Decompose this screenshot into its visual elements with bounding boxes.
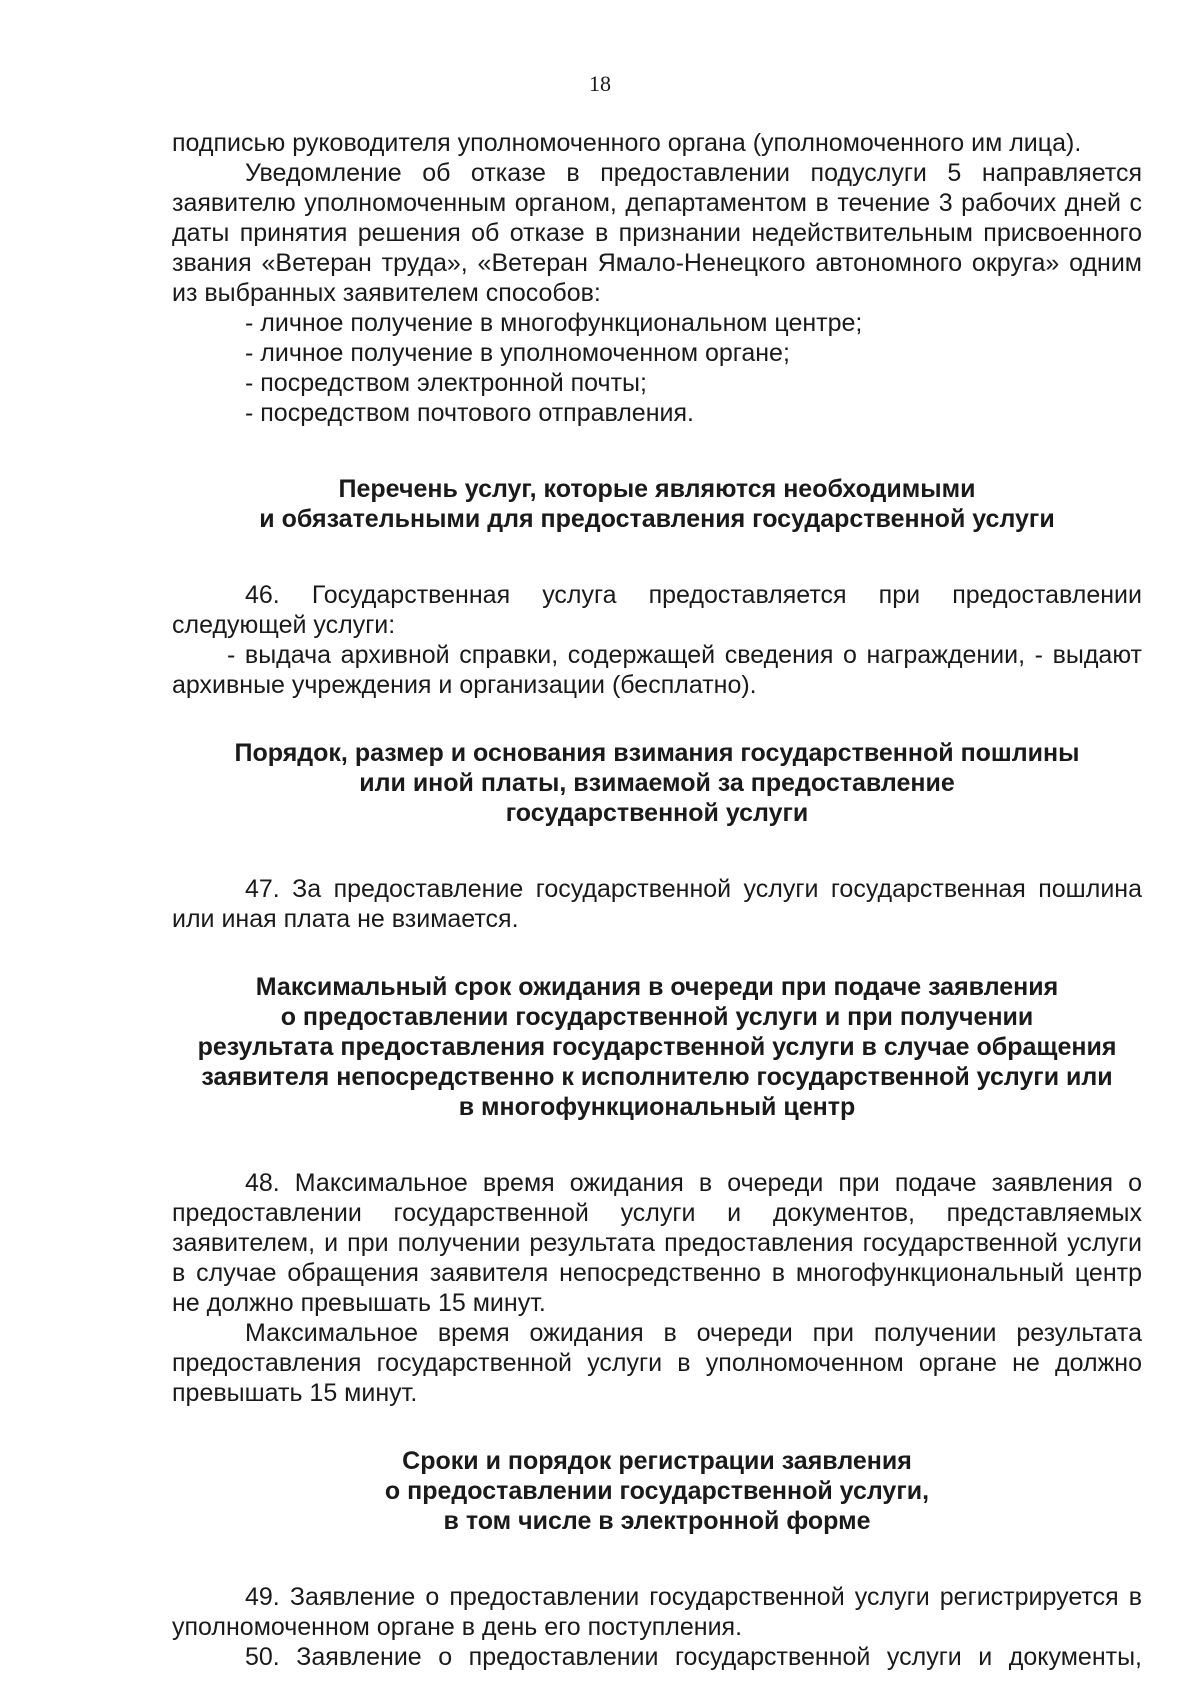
paragraph-49: 49. Заявление о предоставлении государственной услуги регистрируется в уполномоченном органе в день его поступления. <box>172 1583 1142 1641</box>
list-item: - личное получение в многофункциональном центре; <box>245 309 863 337</box>
heading-line: государственной услуги <box>505 799 809 827</box>
paragraph-46-item: - выдача архивной справки, содержащей сведения о награждении, - выдают архивные учреждения и организации (бесплатно). <box>172 641 1142 699</box>
section-heading-state-fee <box>172 738 1142 828</box>
heading-line: о предоставлении государственной услуги и при получении <box>280 1003 1034 1031</box>
heading-line: и обязательными для предоставления государственной услуги <box>259 505 1055 533</box>
heading-line: Максимальный срок ожидания в очереди при подаче заявления <box>255 973 1059 1001</box>
paragraph-refusal-notice: Уведомление об отказе в предоставлении подуслуги 5 направляется заявителю уполномоченным органом, департаментом в течение 3 рабочих дней с даты принятия решения об отказе в признании недействительным присвоенного звания «Ветеран труда», «Ветеран Ямало-Ненецкого автономного округа» одним из выбранных заявителем способов: <box>172 159 1142 307</box>
page-number: 18 <box>589 71 611 96</box>
paragraph-50: 50. Заявление о предоставлении государственной услуги и документы, <box>245 1643 1142 1671</box>
section-heading-registration <box>172 1446 1142 1536</box>
paragraph-continuation: подписью руководителя уполномоченного органа (уполномоченного им лица). <box>172 129 1082 157</box>
section-heading-required-services <box>172 474 1142 534</box>
heading-line: в многофункциональный центр <box>458 1093 856 1121</box>
heading-line: результата предоставления государственной услуги в случае обращения <box>197 1033 1117 1061</box>
paragraph-48-second: Максимальное время ожидания в очереди при получении результата предоставления государственной услуги в уполномоченном органе не должно превышать 15 минут. <box>172 1319 1142 1407</box>
document-body <box>172 128 1142 1672</box>
heading-line: о предоставлении государственной услуги, <box>384 1477 930 1505</box>
paragraph-47: 47. За предоставление государственной услуги государственная пошлина или иная плата не взимается. <box>172 875 1142 933</box>
list-item: - посредством почтового отправления. <box>245 399 694 427</box>
heading-line: в том числе в электронной форме <box>443 1507 871 1535</box>
list-item: - личное получение в уполномоченном органе; <box>245 339 790 367</box>
section-heading-waiting-time <box>172 972 1142 1122</box>
list-item: - посредством электронной почты; <box>245 369 647 397</box>
heading-line: Порядок, размер и основания взимания государственной пошлины <box>234 739 1080 767</box>
paragraph-48: 48. Максимальное время ожидания в очереди при подаче заявления о предоставлении государственной услуги и документов, представляемых заявителем, и при получении результата предоставления государственной услуги в случае обращения заявителя непосредственно в многофункциональный центр не должно превышать 15 минут. <box>172 1169 1142 1317</box>
heading-line: или иной платы, взимаемой за предоставление <box>359 769 955 797</box>
heading-line: Сроки и порядок регистрации заявления <box>402 1447 912 1475</box>
heading-line: Перечень услуг, которые являются необходимыми <box>338 475 976 503</box>
heading-line: заявителя непосредственно к исполнителю государственной услуги или <box>201 1063 1113 1091</box>
paragraph-46: 46. Государственная услуга предоставляется при предоставлении следующей услуги: <box>172 581 1142 639</box>
